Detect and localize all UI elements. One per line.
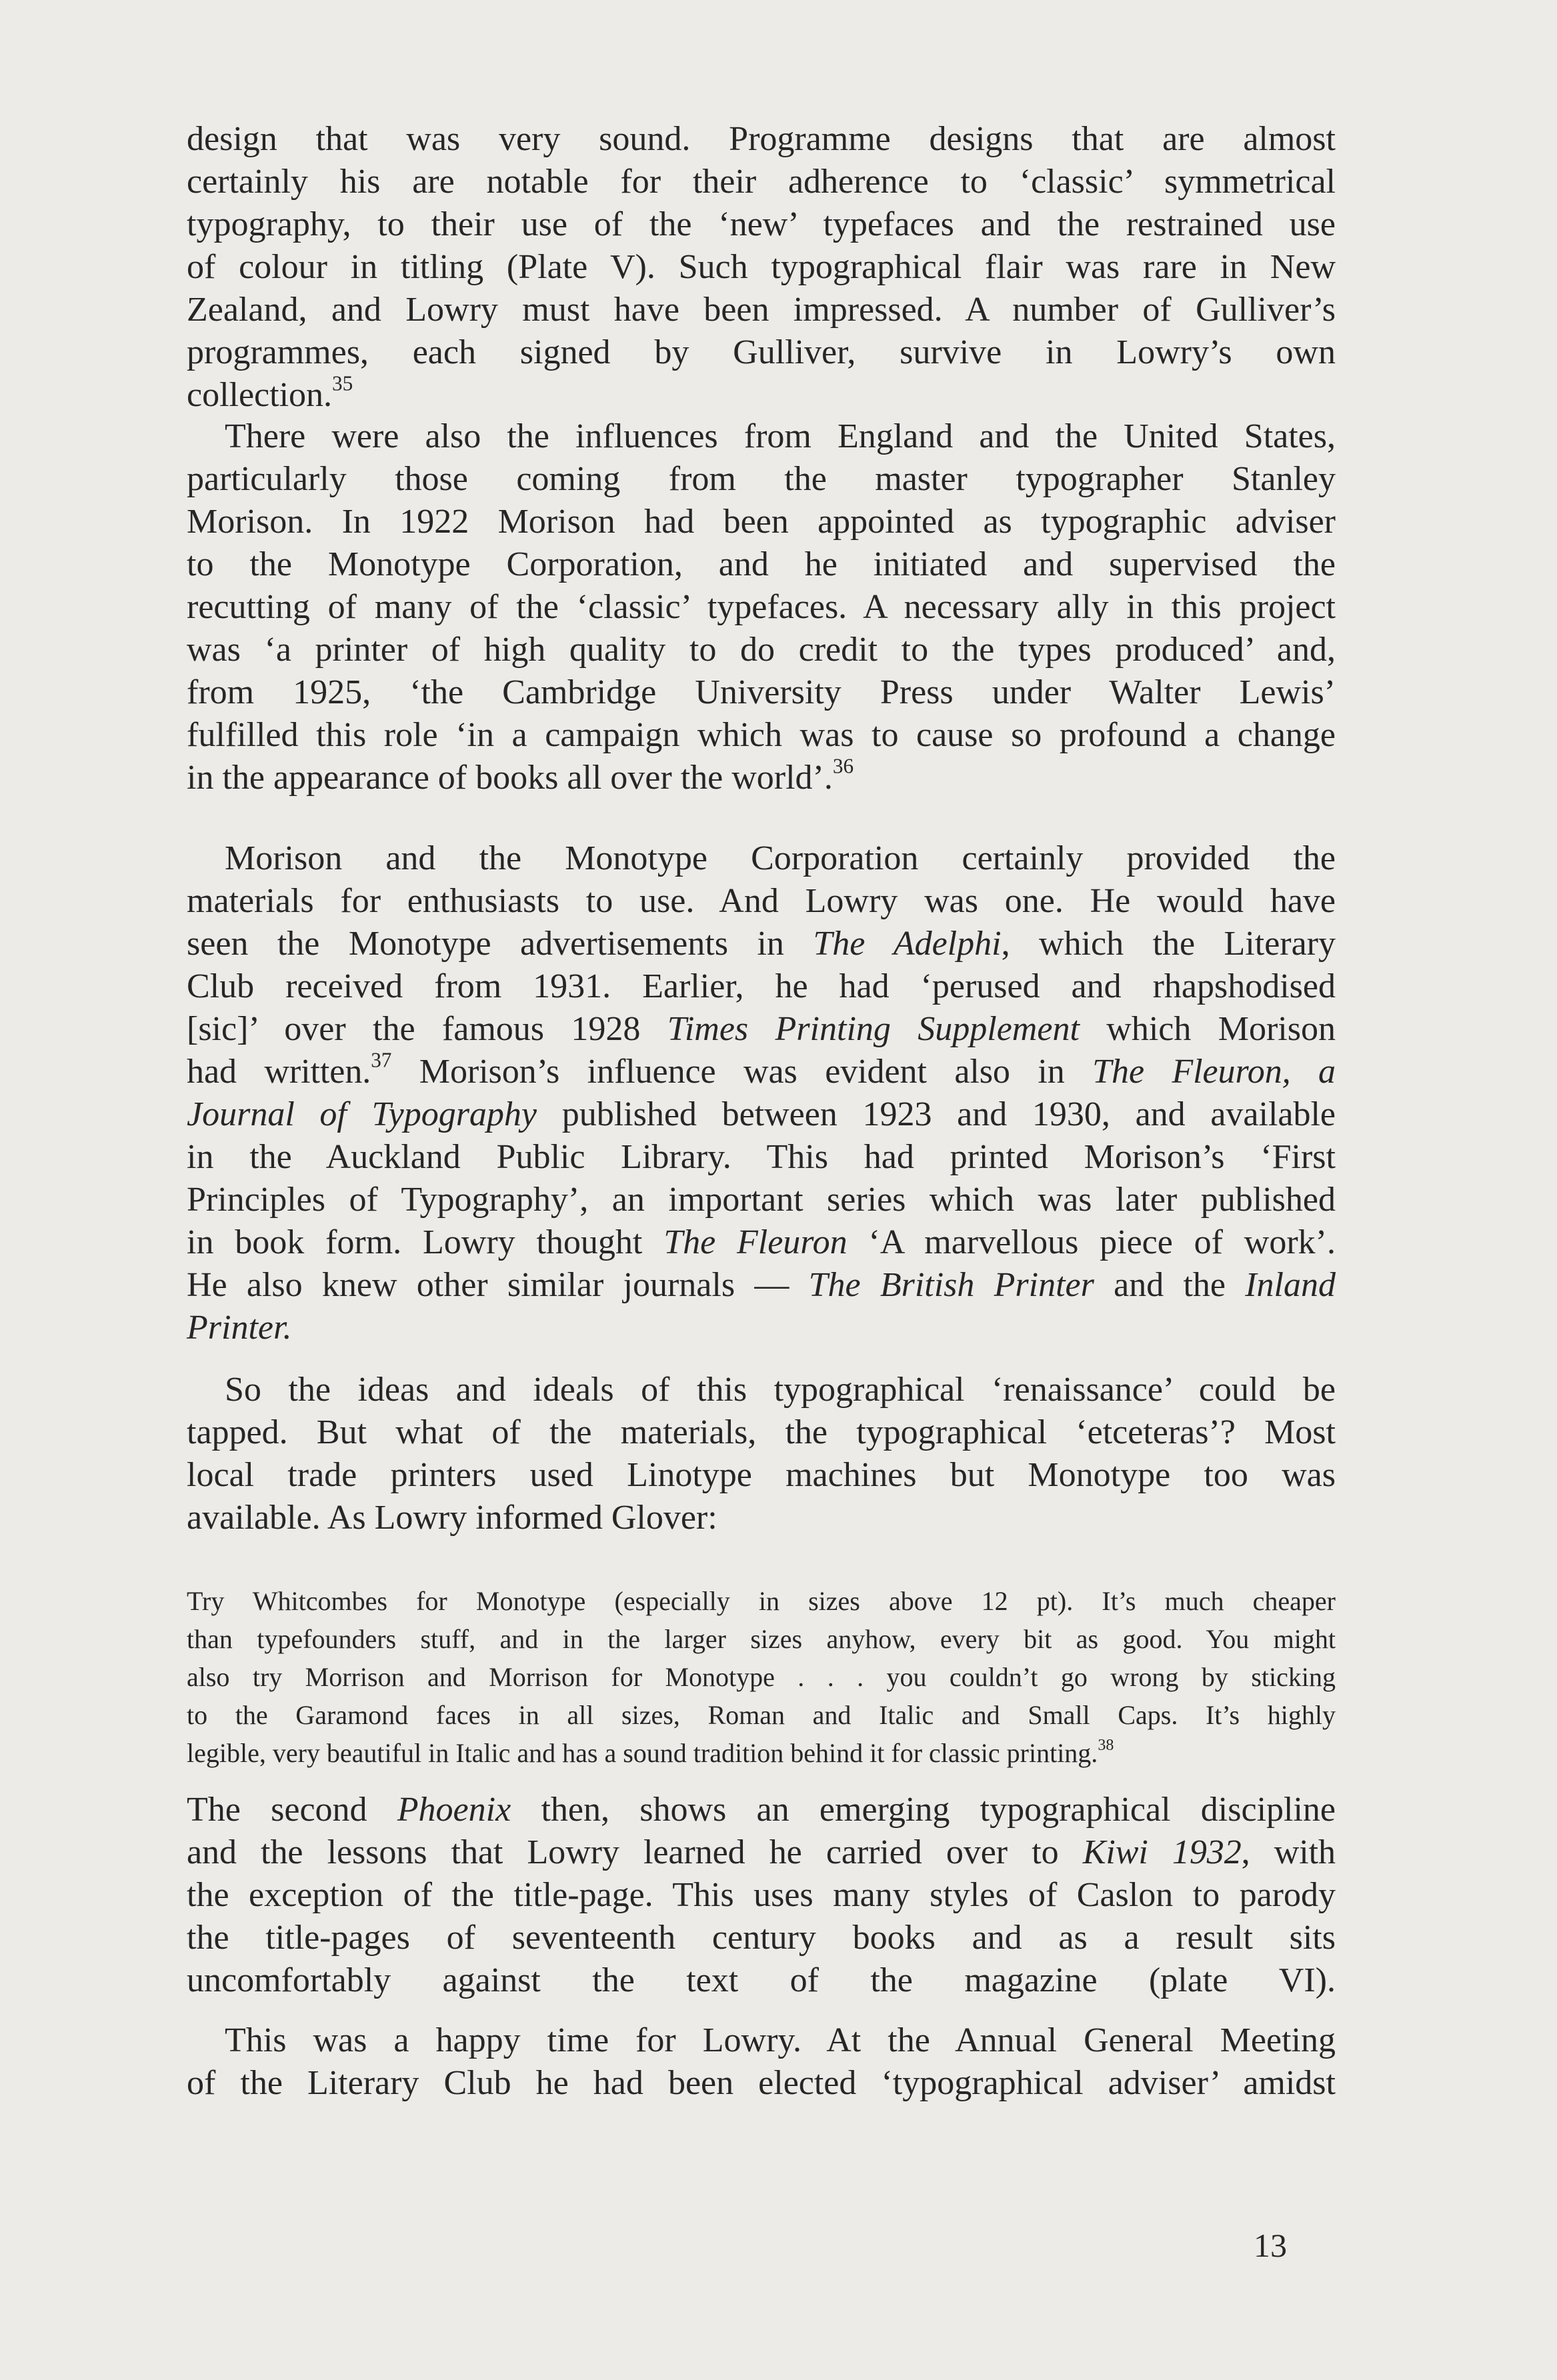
text: , with (1241, 1833, 1336, 1871)
text-line (187, 458, 1336, 501)
italic-text: The British Printer (808, 1266, 1094, 1304)
text: published between 1923 and 1930, and available (537, 1095, 1336, 1133)
text: recutting of many of the ‘classic’ typefaces. A necessary ally in this project (187, 588, 1336, 626)
text: and the (1094, 1266, 1246, 1304)
text: Morison’s influence was evident also in (391, 1053, 1093, 1091)
text: materials for enthusiasts to use. And Lowry was one. He would have (187, 882, 1336, 920)
text-line (187, 1917, 1336, 1959)
text: to the Monotype Corporation, and he initiated and supervised the (187, 545, 1336, 583)
text: had written. (187, 1053, 371, 1091)
text-line (187, 1582, 1336, 1620)
text-line (187, 2019, 1336, 2062)
text-line (187, 1307, 1336, 1349)
text-line (187, 1008, 1336, 1051)
text-line (187, 1658, 1336, 1696)
text: particularly those coming from the master typographer Stanley (187, 460, 1336, 498)
text: in book form. Lowry thought (187, 1223, 664, 1261)
text: then, shows an emerging typographical discipline (511, 1791, 1336, 1829)
italic-text: Kiwi 1932 (1082, 1833, 1242, 1871)
italic-text: Phoenix (397, 1791, 511, 1829)
italic-text: Printer. (187, 1309, 292, 1347)
text-line (187, 1264, 1336, 1307)
text-line (187, 331, 1336, 374)
text: Morison. In 1922 Morison had been appointed as typographic adviser (187, 503, 1336, 541)
text-line (187, 754, 1336, 799)
text-line (187, 289, 1336, 331)
italic-text: Journal of Typography (187, 1095, 537, 1133)
text: than typefounders stuff, and in the larger sizes anyhow, every bit as good. You might (187, 1624, 1336, 1654)
text-line (187, 1620, 1336, 1658)
text-line (187, 1221, 1336, 1264)
text-line (187, 1831, 1336, 1874)
text: There were also the influences from England and the United States, (225, 417, 1336, 455)
paragraph (187, 1369, 1336, 1539)
text-line (187, 965, 1336, 1008)
text-line (187, 1789, 1336, 1831)
text-line (187, 501, 1336, 543)
text: the title-pages of seventeenth century books and as a result sits (187, 1919, 1336, 1957)
text: was ‘a printer of high quality to do credit to the types produced’ and, (187, 631, 1336, 669)
text: local trade printers used Linotype machines but Monotype too was (187, 1456, 1336, 1494)
text-line (187, 671, 1336, 714)
text-line (187, 1136, 1336, 1179)
italic-text: Inland (1245, 1266, 1336, 1304)
text: and the lessons that Lowry learned he carried over to (187, 1833, 1083, 1871)
text-line (187, 246, 1336, 289)
text: collection. (187, 376, 333, 414)
text: typography, to their use of the ‘new’ typefaces and the restrained use (187, 205, 1336, 243)
text: seen the Monotype advertisements in (187, 925, 814, 963)
text-line (187, 161, 1336, 203)
text: uncomfortably against the text of the magazine (plate VI). (187, 1961, 1336, 1999)
text: He also knew other similar journals — (187, 1266, 809, 1304)
italic-text: The Adelphi (813, 925, 1002, 963)
paragraph (187, 1789, 1336, 2002)
text-line (187, 1093, 1336, 1136)
text: which Morison (1079, 1010, 1336, 1048)
text-line (187, 1696, 1336, 1734)
text: in the Auckland Public Library. This had printed Morison’s ‘First (187, 1138, 1336, 1176)
text: Morison and the Monotype Corporation certainly provided the (225, 839, 1336, 877)
text-line (187, 1048, 1336, 1093)
text: ‘A marvellous piece of work’. (847, 1223, 1336, 1261)
text-line (187, 1411, 1336, 1454)
text: to the Garamond faces in all sizes, Roman and Italic and Small Caps. It’s highly (187, 1700, 1336, 1730)
text: also try Morrison and Morrison for Monotype . . . you couldn’t go wrong by sticking (187, 1662, 1336, 1692)
text-line (187, 203, 1336, 246)
text-line (187, 629, 1336, 671)
text: Zealand, and Lowry must have been impressed. A number of Gulliver’s (187, 291, 1336, 329)
text: Try Whitcombes for Monotype (especially in sizes above 12 pt). It’s much cheaper (187, 1586, 1336, 1616)
text: in the appearance of books all over the world’. (187, 759, 833, 797)
text-line (187, 837, 1336, 880)
footnote-ref: 36 (832, 754, 854, 778)
text-line (187, 2062, 1336, 2105)
text-line (187, 1874, 1336, 1917)
paragraph (187, 415, 1336, 799)
paragraph (187, 118, 1336, 417)
text: Club received from 1931. Earlier, he had ‘perused and rhapshodised (187, 967, 1336, 1005)
text: tapped. But what of the materials, the typographical ‘etceteras’? Most (187, 1413, 1336, 1451)
text: of the Literary Club he had been elected ‘typographical adviser’ amidst (187, 2064, 1336, 2102)
text: fulfilled this role ‘in a campaign which was to cause so profound a change (187, 716, 1336, 754)
text: legible, very beautiful in Italic and has a sound tradition behind it for classic printing. (187, 1738, 1098, 1768)
footnote-ref: 35 (332, 371, 353, 395)
italic-text: The Fleuron, a (1092, 1053, 1336, 1091)
text-line (187, 1497, 1336, 1539)
text: the exception of the title-page. This uses many styles of Caslon to parody (187, 1876, 1336, 1914)
text-line (187, 1369, 1336, 1411)
text: This was a happy time for Lowry. At the Annual General Meeting (225, 2021, 1336, 2059)
text-line (187, 543, 1336, 586)
text-line (187, 118, 1336, 161)
text: Principles of Typography’, an important series which was later published (187, 1181, 1336, 1219)
text-line (187, 586, 1336, 629)
paragraph (187, 2019, 1336, 2105)
text: The second (187, 1791, 397, 1829)
paragraph (187, 837, 1336, 1349)
text-line (187, 714, 1336, 757)
footnote-ref: 38 (1098, 1737, 1114, 1754)
text: [sic]’ over the famous 1928 (187, 1010, 667, 1048)
text-line (187, 371, 1336, 417)
text: , which the Literary (1001, 925, 1336, 963)
text: from 1925, ‘the Cambridge University Press under Walter Lewis’ (187, 673, 1336, 711)
text: programmes, each signed by Gulliver, survive in Lowry’s own (187, 333, 1336, 371)
text: available. As Lowry informed Glover: (187, 1499, 717, 1537)
text-line (187, 880, 1336, 923)
page-number: 13 (1254, 2227, 1287, 2264)
italic-text: Times Printing Supplement (667, 1010, 1080, 1048)
text-line (187, 1454, 1336, 1497)
footnote-ref: 37 (371, 1048, 392, 1072)
text-line (187, 1959, 1336, 2002)
text: certainly his are notable for their adherence to ‘classic’ symmetrical (187, 163, 1336, 201)
text: of colour in titling (Plate V). Such typographical flair was rare in New (187, 248, 1336, 286)
text-line (187, 1734, 1336, 1772)
text-line (187, 923, 1336, 965)
italic-text: The Fleuron (663, 1223, 848, 1261)
text: So the ideas and ideals of this typographical ‘renaissance’ could be (225, 1371, 1336, 1409)
text: design that was very sound. Programme designs that are almost (187, 120, 1336, 158)
text-line (187, 415, 1336, 458)
text-line (187, 1179, 1336, 1221)
block-quote (187, 1582, 1336, 1772)
